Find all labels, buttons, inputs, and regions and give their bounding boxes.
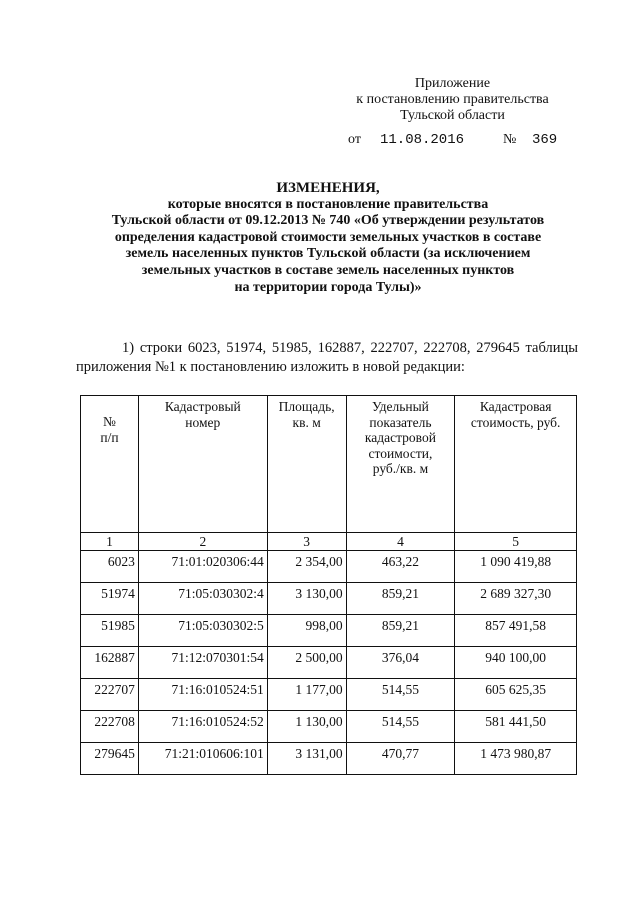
header-area: Площадь, кв. м (267, 396, 346, 533)
row-number: 51985 (81, 615, 139, 647)
table-header-row (81, 396, 577, 533)
specific-value: 463,22 (346, 551, 455, 583)
column-number-row (81, 533, 577, 551)
area-value: 2 354,00 (267, 551, 346, 583)
row-number: 51974 (81, 583, 139, 615)
order-number: 369 (532, 132, 558, 148)
area-value: 1 177,00 (267, 679, 346, 711)
cadastral-value: 605 625,35 (455, 679, 577, 711)
table-row (81, 551, 577, 583)
row-number: 222707 (81, 679, 139, 711)
row-number: 279645 (81, 743, 139, 775)
appendix-title: Приложение (414, 76, 491, 91)
column-number: 3 (267, 533, 346, 551)
row-number: 222708 (81, 711, 139, 743)
table-row (81, 583, 577, 615)
order-date: 11.08.2016 (380, 132, 465, 148)
specific-value: 514,55 (346, 711, 455, 743)
amendment-paragraph: 1) строки 6023, 51974, 51985, 162887, 222707, 222708, 279645 таблицы приложения №1 к постановлению изложить в новой редакции: (76, 340, 578, 375)
specific-value: 514,55 (346, 679, 455, 711)
cadastral-number: 71:21:010606:101 (138, 743, 267, 775)
cadastral-table (80, 395, 577, 775)
cadastral-value: 857 491,58 (455, 615, 577, 647)
table-row (81, 647, 577, 679)
cadastral-number: 71:12:070301:54 (138, 647, 267, 679)
order-from-label: от (348, 132, 361, 147)
cadastral-number: 71:05:030302:5 (138, 615, 267, 647)
specific-value: 859,21 (346, 615, 455, 647)
header-specific-value: Удельный показатель кадастровой стоимости, руб./кв. м (346, 396, 455, 533)
column-number: 2 (138, 533, 267, 551)
cadastral-value: 581 441,50 (455, 711, 577, 743)
area-value: 3 131,00 (267, 743, 346, 775)
row-number: 162887 (81, 647, 139, 679)
cadastral-number: 71:16:010524:51 (138, 679, 267, 711)
heading-line: на территории города Тулы)» (234, 279, 422, 295)
table-row (81, 743, 577, 775)
heading-title: ИЗМЕНЕНИЯ, (276, 180, 380, 196)
header-number: № п/п (81, 396, 139, 533)
cadastral-number: 71:16:010524:52 (138, 711, 267, 743)
specific-value: 470,77 (346, 743, 455, 775)
appendix-block (330, 76, 575, 124)
heading-line: земель населенных пунктов Тульской области (за исключением (125, 246, 531, 262)
area-value: 3 130,00 (267, 583, 346, 615)
document-heading (78, 180, 578, 296)
area-value: 2 500,00 (267, 647, 346, 679)
column-number: 4 (346, 533, 455, 551)
row-number: 6023 (81, 551, 139, 583)
header-cadastral-value: Кадастровая стоимость, руб. (455, 396, 577, 533)
table-row (81, 615, 577, 647)
cadastral-value: 940 100,00 (455, 647, 577, 679)
appendix-subtitle: к постановлению правительства (356, 92, 549, 107)
cadastral-value: 1 473 980,87 (455, 743, 577, 775)
heading-line: земельных участков в составе земель населенных пунктов (141, 262, 515, 278)
table-row (81, 711, 577, 743)
order-number-sign: № (503, 132, 517, 147)
column-number: 1 (81, 533, 139, 551)
specific-value: 376,04 (346, 647, 455, 679)
area-value: 1 130,00 (267, 711, 346, 743)
cadastral-number: 71:05:030302:4 (138, 583, 267, 615)
heading-line: которые вносятся в постановление правительства (167, 196, 489, 212)
column-number: 5 (455, 533, 577, 551)
cadastral-value: 1 090 419,88 (455, 551, 577, 583)
cadastral-value: 2 689 327,30 (455, 583, 577, 615)
table-row (81, 679, 577, 711)
cadastral-number: 71:01:020306:44 (138, 551, 267, 583)
appendix-region: Тульской области (400, 108, 505, 123)
header-cadastral-number: Кадастровый номер (138, 396, 267, 533)
specific-value: 859,21 (346, 583, 455, 615)
heading-line: определения кадастровой стоимости земельных участков в составе (114, 229, 542, 245)
heading-line: Тульской области от 09.12.2013 № 740 «Об утверждении результатов (111, 213, 545, 229)
area-value: 998,00 (267, 615, 346, 647)
